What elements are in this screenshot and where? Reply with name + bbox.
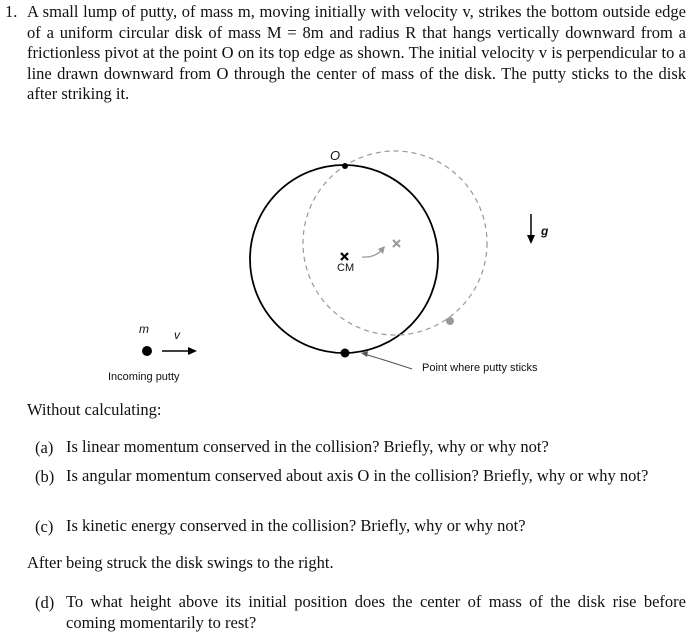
section-after-struck: After being struck the disk swings to the right. <box>27 553 334 572</box>
cm-label: CM <box>337 262 355 274</box>
question-text: To what height above its initial position does the center of mass of the disk rise before coming momentarily to rest? <box>66 592 686 632</box>
disk-initial <box>250 165 438 353</box>
pivot-label: O <box>330 148 341 163</box>
cm-swung-mark <box>393 240 400 247</box>
question-key: (d) <box>35 593 55 612</box>
question-key: (c) <box>35 517 54 536</box>
putty-swung-dot <box>446 317 454 325</box>
section-without-calculating: Without calculating: <box>27 400 162 419</box>
question-text: Is linear momentum conserved in the collision? Briefly, why or why not? <box>66 437 549 456</box>
pointer-line <box>364 354 412 369</box>
question-key: (a) <box>35 438 54 457</box>
problem-number: 1. <box>5 2 18 21</box>
gravity-label: g <box>541 224 549 238</box>
question-text: Is kinetic energy conserved in the collision? Briefly, why or why not? <box>66 516 526 535</box>
mass-label: m <box>139 322 149 336</box>
problem-intro: A small lump of putty, of mass m, moving initially with velocity v, strikes the bottom outside edge of a uniform circular disk of mass M = 8m and radius R that hangs vertically downward from a frictionless pivot at the point O on its top edge as shown. The initial velocity v is perpendicular to a line drawn downward from O through the center of mass of the disk. The putty sticks to the disk after striking it. <box>27 2 686 103</box>
cm-motion-arrow <box>362 250 382 257</box>
stick-point-label: Point where putty sticks <box>422 362 538 374</box>
incoming-putty-dot <box>142 346 152 356</box>
incoming-putty-label: Incoming putty <box>108 371 180 383</box>
question-text: Is angular momentum conserved about axis O in the collision? Briefly, why or why not? <box>66 466 649 485</box>
putty-stuck-dot <box>341 349 350 358</box>
pivot-dot <box>342 163 348 169</box>
cm-mark <box>341 253 348 260</box>
question-key: (b) <box>35 467 55 486</box>
velocity-label: v <box>174 328 180 342</box>
